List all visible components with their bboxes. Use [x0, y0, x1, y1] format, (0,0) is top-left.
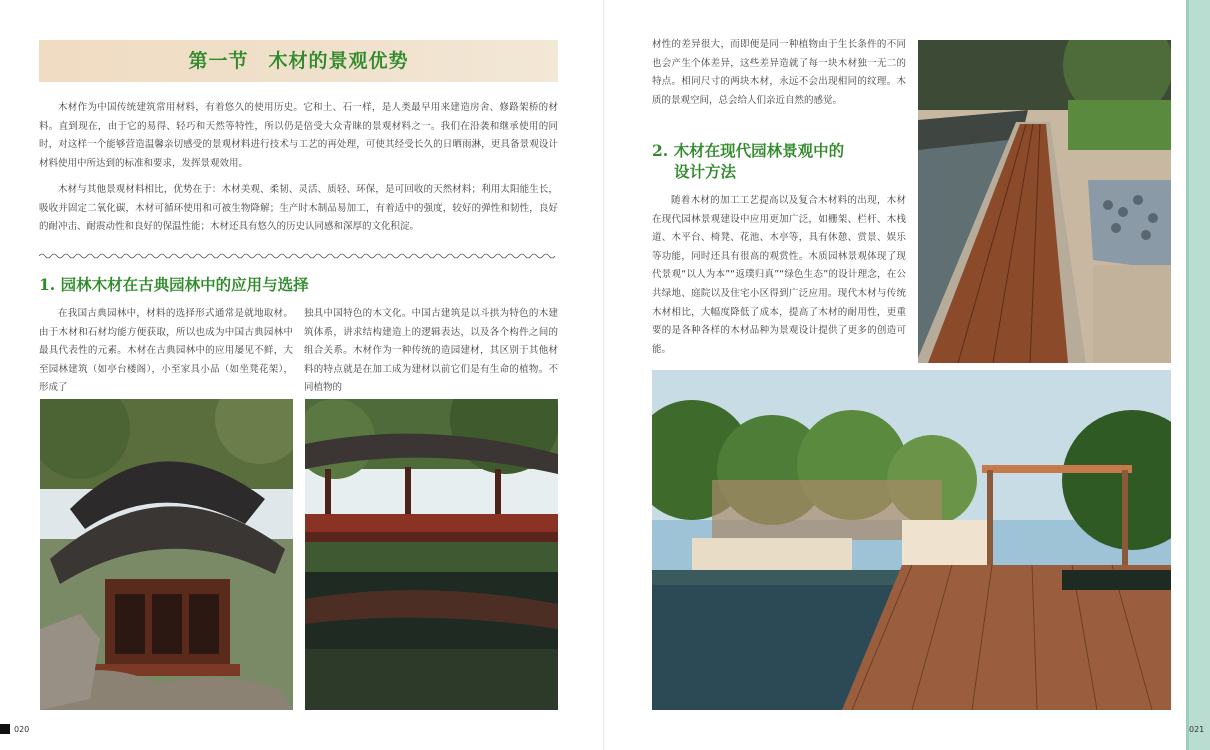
folio-marker: [0, 724, 10, 734]
right-page: [605, 0, 1210, 750]
page-number-right: 021: [1189, 725, 1205, 734]
continued-text: 材性的差异很大，而即便是同一种植物由于生长条件的不同也会产生个体差异，这些差异造就了每一块木材独一无二的特点。相同尺寸的两块木材，永远不会出现相同的纹理。木质的景观空间，总会给人们亲近自然的感觉。: [652, 39, 906, 106]
subsection-title-2-line-2: 设计方法: [674, 162, 737, 181]
subsection-title-2-line-1: 2. 木材在现代园林景观中的: [652, 141, 845, 160]
subsection-title-1: 1. 园林木材在古典园林中的应用与选择: [39, 275, 309, 294]
intro-paragraph-2: 木材与其他景观材料相比，优势在于：木材美观、柔韧、灵活、质轻、环保，是可回收的天然材料；利用太阳能生长，吸收并固定二氧化碳，木材可循环使用和可被生物降解；生产时木制品易加工，有着适中的强度，较好的弹性和韧性，良好的耐冲击、耐震动性和良好的保温性能；木材还具有悠久的历史认同感和深厚的文化积淀。: [39, 184, 558, 233]
boardwalk-photo: [918, 40, 1171, 363]
section-title: 第一节 木材的景观优势: [188, 50, 409, 72]
column-text-2: 独具中国特色的木文化。中国古建筑是以斗拱为特色的木建筑体系，讲求结构建造上的逻辑表达，以及各个构件之间的组合关系。木材作为一种传统的造园建材，其区别于其他材料的特点就是在加工成为建材以前它们是有生命的植物。不同植物的: [304, 308, 558, 394]
modern-design-text: 随着木材的加工工艺提高以及复合木材料的出现，木材在现代园林景观建设中应用更加广泛，如栅架、栏杆、木栈道、木平台、椅凳、花池、木亭等，具有休憩、赏景、娱乐等功能，同时还具有很高的观赏性。木质园林景观体现了现代景观“以人为本”“返璞归真”“绿色生态”的设计理念，在公共绿地、庭院以及住宅小区得到广泛应用。现代木材与传统木材相比，大幅度降低了成本，提高了木材的耐用性，更重要的是各种各样的木材品种为景观设计提供了更多的创造可能。: [652, 195, 906, 355]
section-title-band: [39, 40, 558, 82]
rooftop-deck-photo: [652, 370, 1171, 710]
bridge-photo: [305, 399, 558, 710]
wavy-divider: [39, 252, 558, 260]
column-text-1: 在我国古典园林中，材料的选择形式通常是就地取材。由于木材和石材均能方便获取，所以也成为中国古典园林中最具代表性的元素。木材在古典园林中的应用屡见不鲜，大至园林建筑（如亭台楼阁），小至家具小品（如坐凳花架），形成了: [39, 308, 293, 394]
side-color-strip: [1186, 0, 1210, 750]
pavilion-photo: [40, 399, 293, 710]
page-number-left: 020: [14, 725, 30, 734]
intro-paragraph-1: 木材作为中国传统建筑常用材料，有着悠久的使用历史。它和土、石一样，是人类最早用来建造房舍、修路架桥的材料。直到现在，由于它的易得、轻巧和天然等特性，所以仍是倍受大众青睐的景观材料之一。我们在沿袭和继承使用的同时，对这样一个能够营造温馨亲切感受的景观材料进行技术与工艺的再处理，可使其经受长久的日晒雨淋，更具备景观设计材料使用中所达到的标准和要求，发挥景观效用。: [39, 102, 558, 169]
